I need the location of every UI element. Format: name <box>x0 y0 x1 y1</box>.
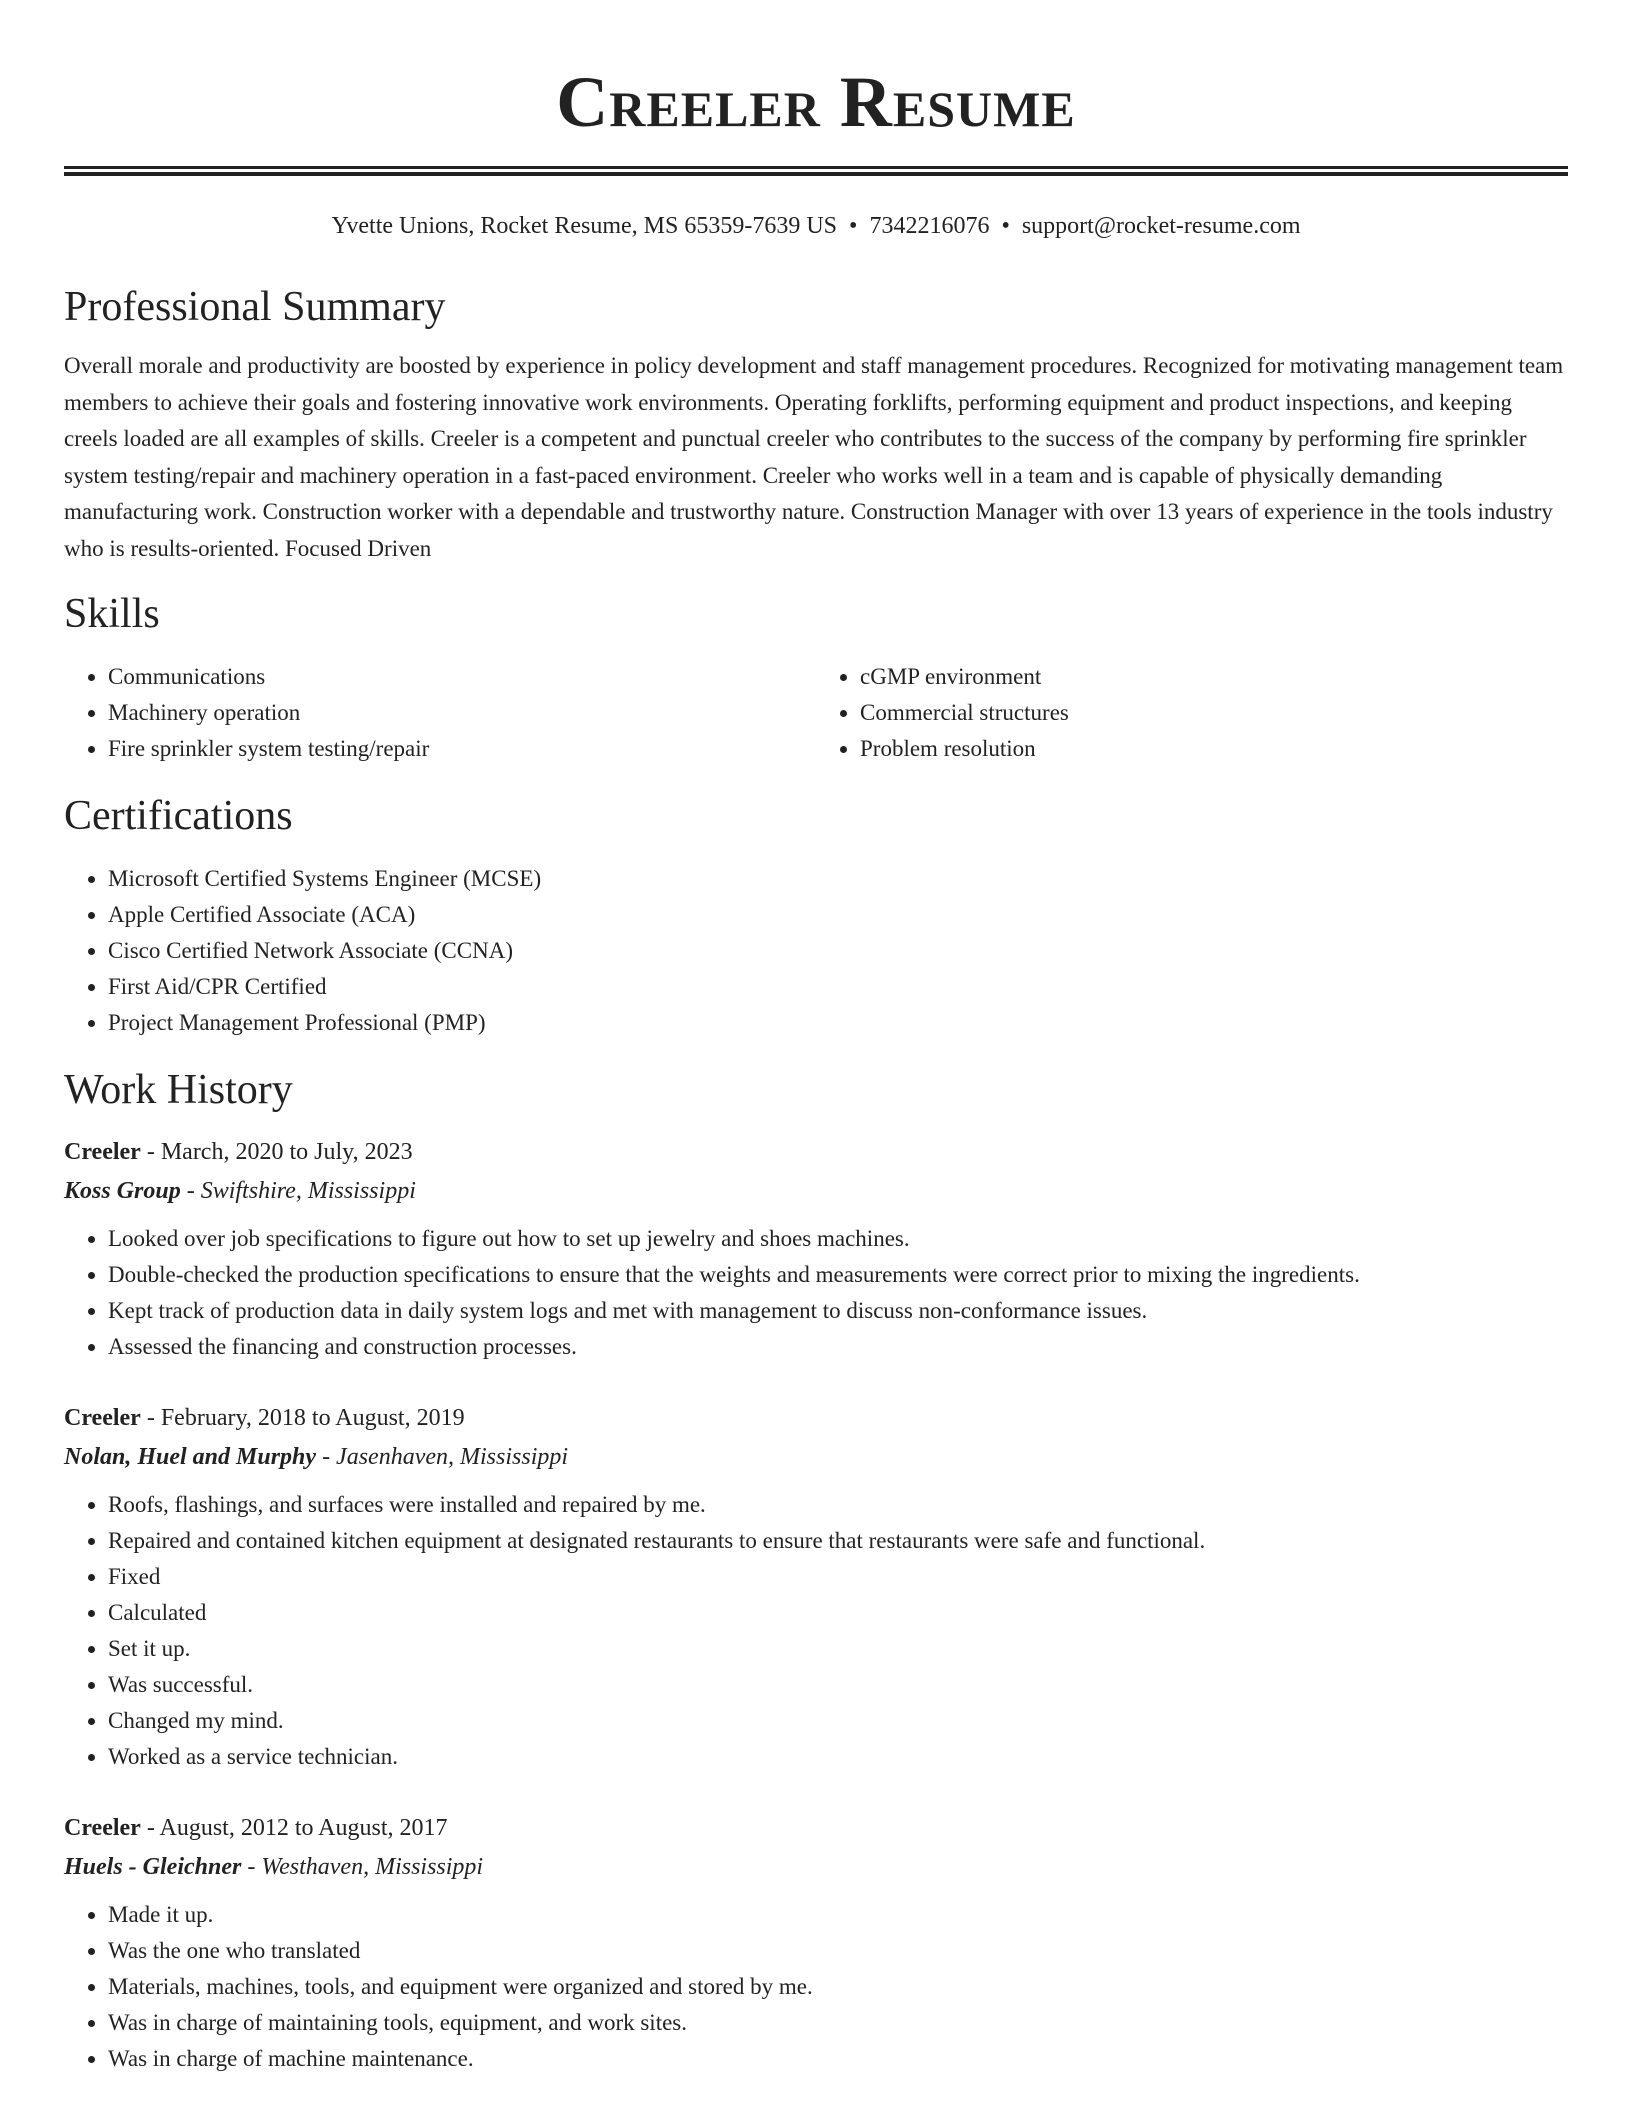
skills-heading: Skills <box>64 591 160 637</box>
job-bullet: • Materials, machines, tools, and equipment were organized and stored by me. <box>108 1969 1568 2005</box>
skills-section <box>64 589 1568 767</box>
contact-email: support@rocket-resume.com <box>1021 213 1301 239</box>
job-bullet: • Double-checked the production specifications to ensure that the weights and measurements were correct prior to mixing the ingredients. <box>108 1257 1568 1293</box>
contact-separator: • <box>1001 213 1010 239</box>
certification-item: • Apple Certified Associate (ACA) <box>108 897 1568 933</box>
job-bullet: • Made it up. <box>108 1897 1568 1933</box>
job-bullet: • Was the one who translated <box>108 1933 1568 1969</box>
resume-page <box>64 0 1568 2077</box>
skills-list-left <box>64 659 816 767</box>
skill-item: • Problem resolution <box>860 731 1568 767</box>
certification-item: • Microsoft Certified Systems Engineer (MCSE) <box>108 861 1568 897</box>
job-bullet: • Assessed the financing and construction processes. <box>108 1329 1568 1365</box>
contact-separator: • <box>849 213 858 239</box>
job-title: Creeler <box>64 1815 141 1841</box>
job-bullet: • Kept track of production data in daily system logs and met with management to discuss non-conformance issues. <box>108 1293 1568 1329</box>
job-company-line <box>64 1171 1568 1211</box>
job-bullet: • Worked as a service technician. <box>108 1739 1568 1775</box>
contact-line <box>64 210 1568 242</box>
certification-item: • Cisco Certified Network Associate (CCNA) <box>108 933 1568 969</box>
skills-list-right <box>816 659 1568 767</box>
summary-section <box>64 282 1568 567</box>
skill-item: • Commercial structures <box>860 695 1568 731</box>
job-bullet: • Calculated <box>108 1595 1568 1631</box>
job-company: Nolan, Huel and Murphy <box>64 1444 317 1470</box>
job-title: Creeler <box>64 1139 141 1165</box>
job-bullets <box>64 1487 1568 1775</box>
job-bullet: • Fixed <box>108 1559 1568 1595</box>
title-double-rule <box>64 166 1568 176</box>
job-bullet: • Repaired and contained kitchen equipment at designated restaurants to ensure that restaurants were safe and functional. <box>108 1523 1568 1559</box>
skill-item: • Fire sprinkler system testing/repair <box>108 731 816 767</box>
skills-columns <box>64 659 1568 767</box>
contact-phone: 7342216076 <box>869 213 990 239</box>
job-location: - Jasenhaven, Mississippi <box>316 1444 569 1470</box>
job-location: - Swiftshire, Mississippi <box>180 1178 416 1204</box>
certification-item: • First Aid/CPR Certified <box>108 969 1568 1005</box>
job-bullet: • Was in charge of maintaining tools, equipment, and work sites. <box>108 2005 1568 2041</box>
job-bullets <box>64 1221 1568 1365</box>
summary-heading: Professional Summary <box>64 284 446 330</box>
work-history-heading: Work History <box>64 1067 293 1113</box>
job-entry <box>64 1809 1568 2077</box>
work-history-section <box>64 1065 1568 2077</box>
job-dates: - March, 2020 to July, 2023 <box>140 1139 413 1165</box>
job-location: - Westhaven, Mississippi <box>241 1854 484 1880</box>
job-bullet: • Changed my mind. <box>108 1703 1568 1739</box>
job-bullet: • Was in charge of machine maintenance. <box>108 2041 1568 2077</box>
job-bullet: • Was successful. <box>108 1667 1568 1703</box>
certifications-section <box>64 791 1568 1041</box>
summary-text: Overall morale and productivity are boosted by experience in policy development and staff management procedures. Recognized for motivating management team members to achieve their goals and fostering innovative work environments. Operating forklifts, performing equipment and product inspections, and keeping creels loaded are all examples of skills. Creeler is a competent and punctual creeler who contributes to the success of the company by performing fire sprinkler system testing/repair and machinery operation in a fast-paced environment. Creeler who works well in a team and is capable of physically demanding manufacturing work. Construction worker with a dependable and trustworthy nature. Construction Manager with over 13 years of experience in the tools industry who is results-oriented. Focused Driven <box>64 353 1564 561</box>
certification-item: • Project Management Professional (PMP) <box>108 1005 1568 1041</box>
job-entry <box>64 1399 1568 1775</box>
job-dates: - February, 2018 to August, 2019 <box>140 1405 465 1431</box>
job-title: Creeler <box>64 1405 141 1431</box>
job-title-line <box>64 1809 1568 1847</box>
contact-address: Yvette Unions, Rocket Resume, MS 65359-7639 US <box>331 213 838 239</box>
job-bullet: • Looked over job specifications to figure out how to set up jewelry and shoes machines. <box>108 1221 1568 1257</box>
job-bullet: • Set it up. <box>108 1631 1568 1667</box>
job-company-line <box>64 1847 1568 1887</box>
resume-title: Creeler Resume <box>556 62 1076 142</box>
skill-item: • Machinery operation <box>108 695 816 731</box>
job-company-line <box>64 1437 1568 1477</box>
job-bullet: • Roofs, flashings, and surfaces were installed and repaired by me. <box>108 1487 1568 1523</box>
job-company: Huels - Gleichner <box>64 1854 242 1880</box>
job-bullets <box>64 1897 1568 2077</box>
job-company: Koss Group <box>64 1178 181 1204</box>
skill-item: • Communications <box>108 659 816 695</box>
job-title-line <box>64 1133 1568 1171</box>
job-title-line <box>64 1399 1568 1437</box>
certifications-heading: Certifications <box>64 793 293 839</box>
job-entry <box>64 1133 1568 1365</box>
certifications-list <box>64 861 1568 1041</box>
skill-item: • cGMP environment <box>860 659 1568 695</box>
job-dates: - August, 2012 to August, 2017 <box>140 1815 448 1841</box>
